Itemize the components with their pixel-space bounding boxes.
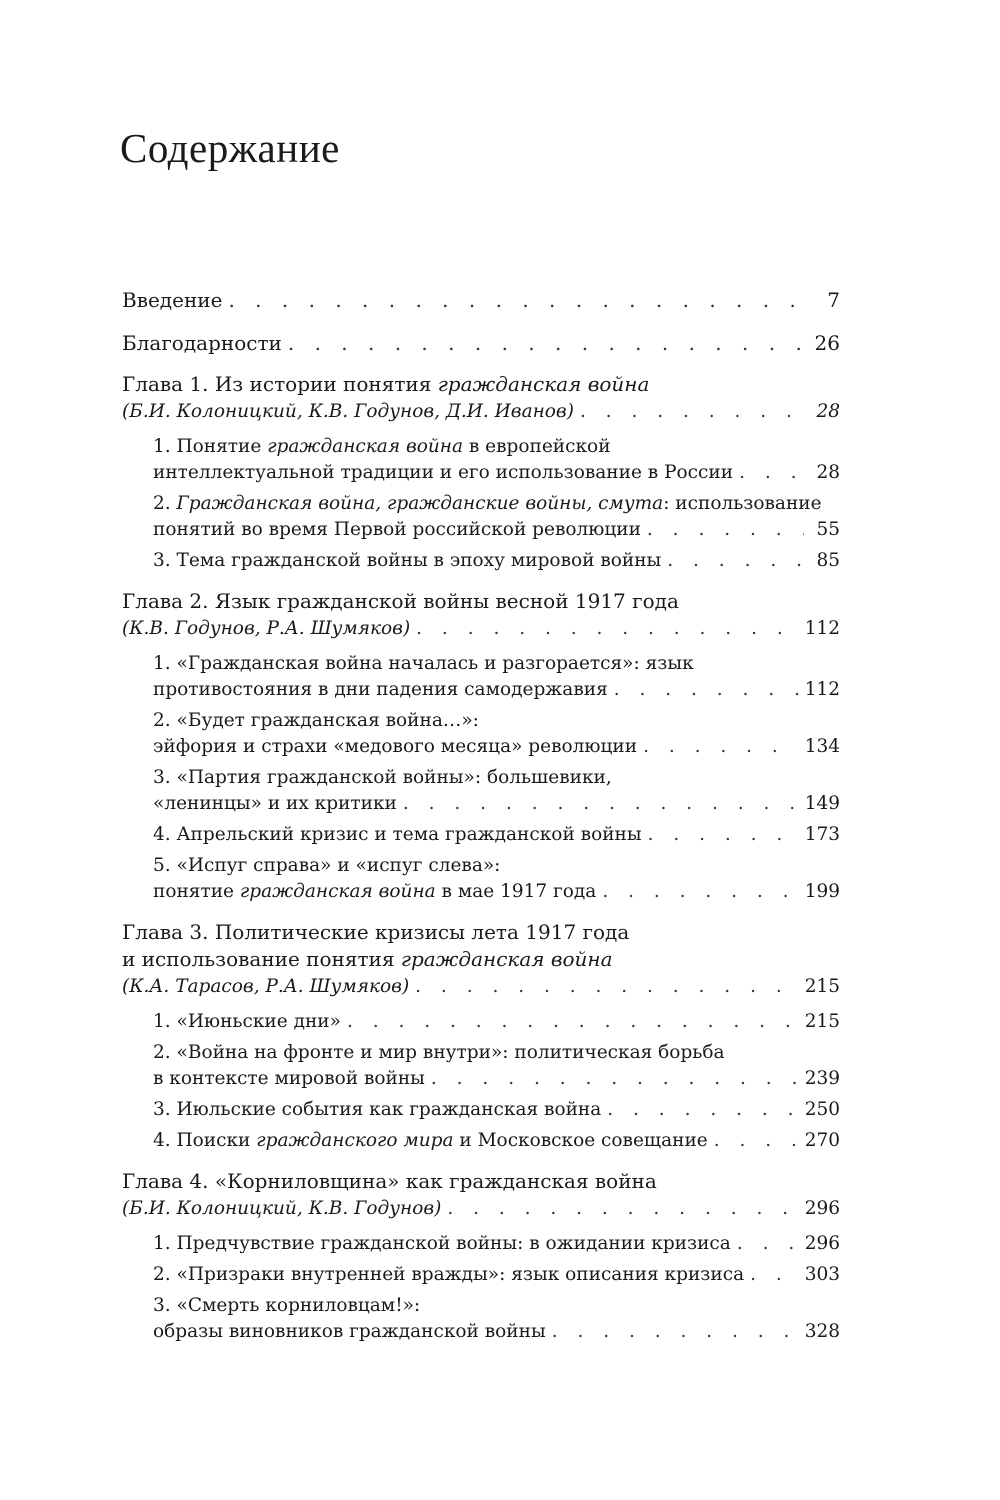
page-number: 134 [804, 736, 840, 757]
section-entry [122, 1293, 840, 1345]
dot-leader [447, 1195, 798, 1222]
text-segment: Глава 3. Политические кризисы лета 1917 года [122, 920, 630, 944]
text-segment: и Московское совещание [453, 1130, 708, 1151]
entry-title [122, 287, 222, 314]
section-title [153, 677, 608, 703]
page-number: 28 [816, 401, 840, 422]
section-title [153, 791, 397, 817]
dot-leader [288, 330, 804, 357]
page-number: 239 [804, 1068, 840, 1089]
section-line [153, 491, 840, 517]
dot-leader [750, 1262, 799, 1288]
section-title [153, 548, 661, 574]
section-entry [122, 1097, 840, 1123]
dot-leader [415, 973, 799, 1000]
toc-entry [122, 287, 840, 314]
section-line [153, 822, 840, 848]
page-number: 199 [804, 881, 840, 902]
text-segment: понятий во время Первой российской революции [153, 519, 641, 540]
page-number: 250 [804, 1099, 840, 1120]
page-number: 7 [827, 288, 840, 312]
chapter-authors-line [122, 1195, 840, 1222]
text-segment: Введение [122, 288, 223, 312]
text-segment: образы виновников гражданской войны [153, 1321, 546, 1342]
chapter-authors-line [122, 615, 840, 642]
dot-leader [647, 517, 804, 543]
section-line [153, 460, 840, 486]
section-line [153, 434, 840, 460]
section-title [153, 1066, 425, 1092]
chapter-title-line [122, 1168, 840, 1195]
section-entry [122, 1040, 840, 1092]
text-segment: «ленинцы» и их критики [153, 793, 397, 814]
text-segment: Глава 2. Язык гражданской войны весной 1917 года [122, 589, 679, 613]
dot-leader [737, 1231, 799, 1257]
text-segment: 2. «Призраки внутренней вражды»: язык описания кризиса [153, 1264, 745, 1285]
text-segment: 4. Апрельский кризис и тема гражданской войны [153, 824, 642, 845]
page-number: 173 [804, 824, 840, 845]
dot-leader [648, 822, 799, 848]
page-number: 215 [804, 976, 840, 997]
text-segment: гражданская война [239, 881, 436, 902]
section-line [153, 1293, 840, 1319]
section-title [153, 1262, 744, 1288]
section-title [153, 822, 642, 848]
section-title [153, 1319, 546, 1345]
section-entry [122, 853, 840, 905]
chapter-entry [122, 1168, 840, 1222]
text-segment: Гражданская война, гражданские войны, смута [176, 493, 664, 514]
dot-leader [580, 398, 804, 425]
text-segment: 1. Понятие [153, 436, 268, 457]
text-segment: гражданская война [267, 436, 463, 457]
page-number: 112 [804, 618, 840, 639]
section-title [153, 1097, 601, 1123]
text-segment: 2. «Война на фронте и мир внутри»: политическая борьба [153, 1042, 725, 1063]
dot-leader [739, 460, 804, 486]
section-title [153, 460, 733, 486]
text-segment: в мае 1917 года [435, 881, 597, 902]
text-segment: гражданская война [400, 947, 613, 971]
text-segment: : использование [663, 493, 822, 514]
section-entry [122, 1262, 840, 1288]
section-line [153, 879, 840, 905]
text-segment: Глава 4. «Корниловщина» как гражданская война [122, 1169, 657, 1193]
section-entry [122, 548, 840, 574]
dot-leader [667, 548, 804, 574]
section-entry [122, 1128, 840, 1154]
chapter-authors: (К.А. Тарасов, Р.А. Шумяков) [122, 976, 410, 997]
page-number: 28 [816, 462, 840, 483]
text-segment: Глава 1. Из истории понятия [122, 372, 438, 396]
text-segment: 3. Июльские события как гражданская война [153, 1099, 602, 1120]
section-entry [122, 708, 840, 760]
page-number: 26 [814, 331, 840, 355]
text-segment: и использование понятия [122, 947, 401, 971]
text-segment: 3. «Партия гражданской войны»: большевики, [153, 767, 612, 788]
entry-title [122, 330, 282, 357]
page-number: 328 [804, 1321, 840, 1342]
chapter-authors: (Б.И. Колоницкий, К.В. Годунов) [122, 1198, 442, 1219]
dot-leader [714, 1128, 799, 1154]
text-segment: 2. [153, 493, 177, 514]
section-line [153, 1128, 840, 1154]
section-entry [122, 1231, 840, 1257]
text-segment: 3. Тема гражданской войны в эпоху мировой войны [153, 550, 662, 571]
section-line [153, 677, 840, 703]
chapter-title-line [122, 588, 840, 615]
section-line [153, 1097, 840, 1123]
page-number: 303 [804, 1264, 840, 1285]
text-segment: в контексте мировой войны [153, 1068, 425, 1089]
page-number: 112 [804, 679, 840, 700]
chapter-authors-line [122, 398, 840, 425]
dot-leader [643, 734, 799, 760]
text-segment: Благодарности [122, 331, 282, 355]
section-line [153, 1319, 840, 1345]
dot-leader [602, 879, 798, 905]
text-segment: понятие [153, 881, 240, 902]
section-line [153, 548, 840, 574]
chapter-entry [122, 588, 840, 642]
text-segment: 1. «Гражданская война началась и разгорается»: язык [153, 653, 694, 674]
chapter-authors: (К.В. Годунов, Р.А. Шумяков) [122, 618, 411, 639]
section-line [153, 734, 840, 760]
page-number: 270 [804, 1130, 840, 1151]
text-segment: противостояния в дни падения самодержавия [153, 679, 608, 700]
text-segment: эйфория и страхи «медового месяца» революции [153, 736, 638, 757]
section-line [153, 708, 840, 734]
table-of-contents [122, 287, 840, 1345]
section-line [153, 1231, 840, 1257]
text-segment: в европейской [463, 436, 611, 457]
page-number: 296 [804, 1233, 840, 1254]
chapter-authors: (Б.И. Колоницкий, К.В. Годунов, Д.И. Иванов) [122, 401, 574, 422]
toc-line [122, 330, 840, 357]
section-line [153, 1009, 840, 1035]
section-entry [122, 822, 840, 848]
dot-leader [416, 615, 799, 642]
text-segment: 2. «Будет гражданская война…»: [153, 710, 479, 731]
page-number: 215 [804, 1011, 840, 1032]
text-segment: 5. «Испуг справа» и «испуг слева»: [153, 855, 501, 876]
text-segment: 1. Предчувствие гражданской войны: в ожидании кризиса [153, 1233, 731, 1254]
dot-leader [607, 1097, 798, 1123]
section-line [153, 1040, 840, 1066]
chapter-entry [122, 371, 840, 425]
page-number: 296 [804, 1198, 840, 1219]
dot-leader [228, 287, 804, 314]
section-title [153, 1128, 708, 1154]
section-line [153, 791, 840, 817]
page-number: 55 [816, 519, 840, 540]
section-title [153, 734, 637, 760]
dot-leader [552, 1319, 799, 1345]
section-title [153, 1009, 341, 1035]
section-line [153, 517, 840, 543]
section-entry [122, 651, 840, 703]
section-title [153, 517, 641, 543]
text-segment: гражданская война [437, 372, 650, 396]
dot-leader [347, 1009, 799, 1035]
page-title: Содержание [120, 125, 340, 171]
section-entry [122, 765, 840, 817]
dot-leader [614, 677, 799, 703]
page-number: 149 [804, 793, 840, 814]
section-line [153, 765, 840, 791]
toc-entry [122, 330, 840, 357]
chapter-title-line [122, 919, 840, 946]
text-segment: интеллектуальной традиции и его использование в России [153, 462, 734, 483]
chapter-title-line [122, 371, 840, 398]
section-line [153, 1066, 840, 1092]
page-number: 85 [816, 550, 840, 571]
chapter-authors-line [122, 973, 840, 1000]
text-segment: 1. «Июньские дни» [153, 1011, 341, 1032]
section-entry [122, 434, 840, 486]
section-entry [122, 1009, 840, 1035]
dot-leader [431, 1066, 799, 1092]
chapter-title-line [122, 946, 840, 973]
section-entry [122, 491, 840, 543]
text-segment: 4. Поиски [153, 1130, 257, 1151]
toc-line [122, 287, 840, 314]
dot-leader [403, 791, 799, 817]
chapter-entry [122, 919, 840, 1000]
section-title [153, 879, 596, 905]
section-line [153, 1262, 840, 1288]
section-line [153, 853, 840, 879]
section-title [153, 1231, 731, 1257]
text-segment: 3. «Смерть корниловцам!»: [153, 1295, 421, 1316]
section-line [153, 651, 840, 677]
text-segment: гражданского мира [256, 1130, 454, 1151]
